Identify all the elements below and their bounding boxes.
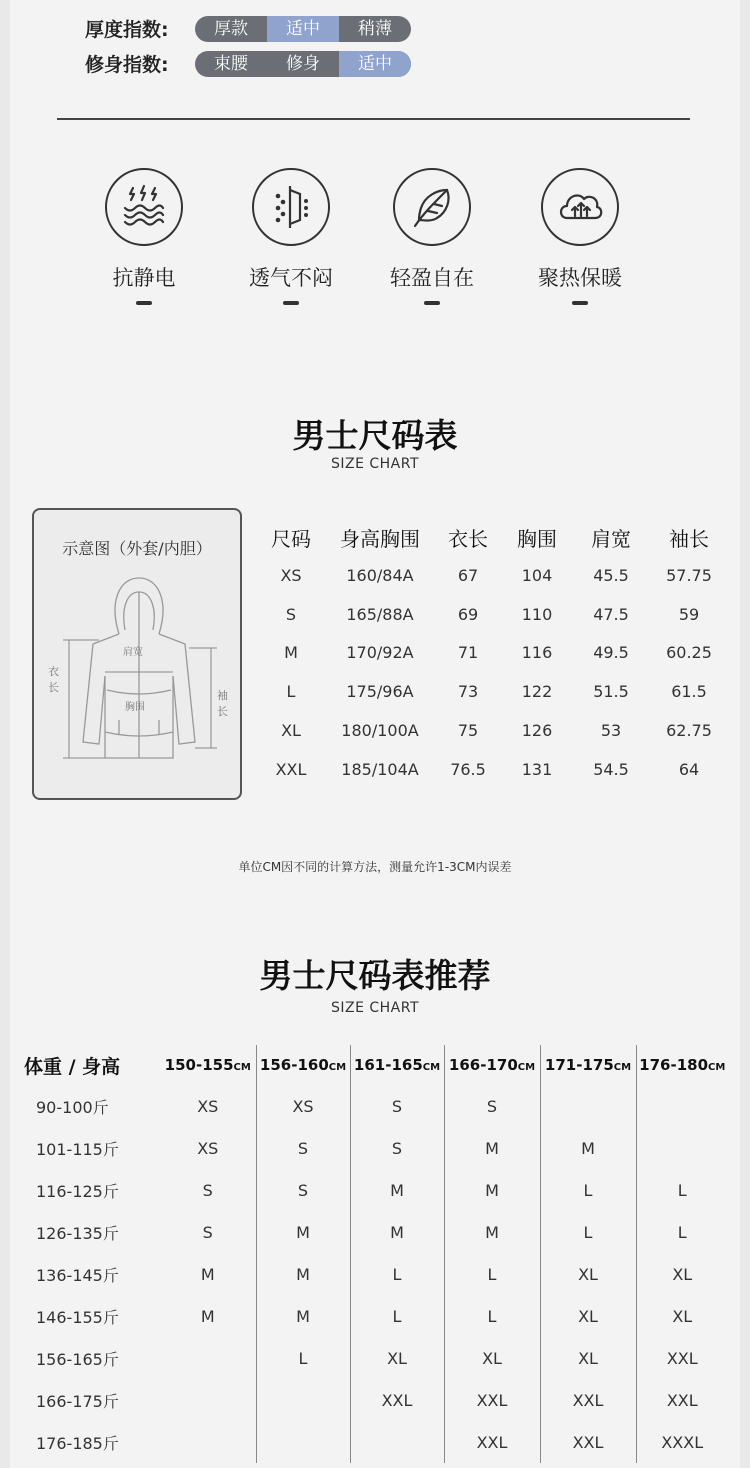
table-cell: 180/100A	[341, 721, 419, 741]
size-cell	[350, 1421, 444, 1463]
size-cell: S	[350, 1127, 444, 1169]
column-header: 袖长	[669, 526, 709, 551]
table-cell: 122	[521, 682, 553, 702]
chest-label: 胸围	[125, 702, 145, 713]
shoulder-label: 肩宽	[123, 647, 143, 658]
table-cell: 76.5	[450, 759, 486, 779]
size-cell: L	[540, 1211, 636, 1253]
feature-dash	[283, 301, 299, 305]
table-row	[258, 711, 730, 750]
size-cell: XXL	[540, 1379, 636, 1421]
table-cell: 53	[600, 721, 622, 741]
corner-header: 体重 / 身高	[24, 1055, 121, 1078]
size-cell: S	[444, 1085, 540, 1127]
height-header: 171-175CM	[540, 1045, 636, 1085]
table-cell: 57.75	[666, 565, 712, 585]
size-cell	[256, 1379, 350, 1421]
table-row	[24, 1253, 728, 1295]
size-cell: XS	[197, 1138, 219, 1158]
size-cell: L	[444, 1295, 540, 1337]
table-cell: 116	[521, 643, 553, 663]
height-header: 166-170CM	[444, 1045, 540, 1085]
size-cell: XL	[636, 1295, 728, 1337]
breathable-icon	[252, 168, 330, 246]
diagram-title: 示意图（外套/内胆）	[62, 539, 212, 558]
size-cell: L	[636, 1211, 728, 1253]
fit-option-waist: 束腰	[214, 53, 248, 74]
thickness-option-medium: 适中	[267, 16, 339, 42]
size-cell: M	[256, 1211, 350, 1253]
height-header: 156-160CM	[256, 1045, 350, 1085]
size-cell: XXL	[636, 1337, 728, 1379]
size-cell: XXL	[444, 1379, 540, 1421]
height-header: 176-180CM	[636, 1045, 728, 1085]
column-header: 尺码	[271, 526, 311, 551]
table-row	[24, 1295, 728, 1337]
feature-lightweight	[372, 168, 492, 305]
table-cell: 45.5	[593, 565, 629, 585]
table-cell: 165/88A	[346, 604, 414, 624]
table-row	[24, 1337, 728, 1379]
size-cell	[160, 1421, 256, 1463]
weight-cell: 90-100斤	[36, 1097, 109, 1117]
table-cell: 64	[678, 759, 700, 779]
table-cell: XL	[281, 721, 301, 741]
size-cell: L	[636, 1169, 728, 1211]
table-cell: 62.75	[666, 721, 712, 741]
column-header: 肩宽	[591, 526, 631, 551]
table-row	[258, 634, 730, 673]
table-cell: 185/104A	[341, 759, 419, 779]
fit-option-regular: 适中	[339, 51, 411, 77]
table-row	[258, 750, 730, 789]
table-cell: 54.5	[593, 759, 629, 779]
size-cell: M	[200, 1306, 215, 1326]
feature-warmth	[520, 168, 640, 305]
feature-breathable	[231, 168, 351, 305]
thickness-index-label: 厚度指数:	[85, 19, 169, 41]
size-cell: M	[444, 1127, 540, 1169]
size-cell: XXL	[636, 1379, 728, 1421]
table-cell: L	[286, 682, 296, 702]
size-cell: XXL	[444, 1421, 540, 1463]
table-cell: 67	[457, 565, 479, 585]
table-cell: 51.5	[593, 682, 629, 702]
size-cell: L	[444, 1253, 540, 1295]
table-cell: 170/92A	[346, 643, 414, 663]
fit-index-label: 修身指数:	[85, 54, 169, 76]
table-row	[258, 672, 730, 711]
thickness-index-scale	[195, 16, 411, 42]
table-cell: 126	[521, 721, 553, 741]
feature-dash	[424, 301, 440, 305]
weight-cell: 156-165斤	[36, 1349, 119, 1369]
table-cell: 131	[521, 759, 553, 779]
size-cell: M	[200, 1264, 215, 1284]
thickness-option-thick: 厚款	[214, 18, 248, 39]
size-cell: XXL	[350, 1379, 444, 1421]
size-cell: XL	[540, 1295, 636, 1337]
recommend-subtitle: SIZE CHART	[330, 1000, 420, 1016]
product-detail-page	[10, 0, 740, 1468]
weight-cell: 126-135斤	[36, 1223, 119, 1243]
fit-index-row	[85, 50, 411, 77]
size-cell: XXL	[540, 1421, 636, 1463]
table-row	[24, 1211, 728, 1253]
thickness-index-row	[85, 15, 411, 42]
size-cell: XL	[636, 1253, 728, 1295]
size-cell: S	[256, 1127, 350, 1169]
table-cell: 47.5	[593, 604, 629, 624]
size-cell	[160, 1379, 256, 1421]
size-cell: S	[202, 1180, 213, 1200]
table-row	[24, 1127, 728, 1169]
size-cell: L	[256, 1337, 350, 1379]
height-header: 150-155CM	[164, 1056, 251, 1074]
size-table	[258, 518, 730, 789]
recommend-title: 男士尺码表推荐	[259, 956, 491, 995]
table-row	[258, 556, 730, 595]
weight-cell: 166-175斤	[36, 1391, 119, 1411]
weight-cell: 116-125斤	[36, 1181, 119, 1201]
feature-dash	[572, 301, 588, 305]
table-cell: S	[285, 604, 297, 624]
table-cell: 69	[457, 604, 479, 624]
column-header: 身高胸围	[340, 526, 420, 551]
size-cell: L	[350, 1295, 444, 1337]
feather-icon	[393, 168, 471, 246]
measurement-note: 单位CM因不同的计算方法，测量允许1-3CM内误差	[238, 860, 512, 874]
table-row	[24, 1421, 728, 1463]
table-cell: M	[284, 643, 298, 663]
divider	[57, 118, 690, 120]
size-cell	[160, 1337, 256, 1379]
size-cell: XL	[540, 1337, 636, 1379]
table-cell: 160/84A	[346, 565, 414, 585]
column-header: 胸围	[517, 526, 557, 551]
table-cell: XS	[280, 565, 302, 585]
table-cell: 49.5	[593, 643, 629, 663]
table-cell: 73	[457, 682, 479, 702]
table-cell: 59	[678, 604, 700, 624]
feature-dash	[136, 301, 152, 305]
size-cell: XL	[444, 1337, 540, 1379]
recommend-table	[24, 1045, 728, 1463]
weight-cell: 146-155斤	[36, 1307, 119, 1327]
table-cell: 60.25	[666, 643, 712, 663]
jacket-sketch	[39, 572, 235, 788]
sleeve-label: 袖长	[217, 689, 228, 718]
size-cell: L	[540, 1169, 636, 1211]
column-header: 衣长	[448, 526, 488, 551]
size-table-body	[258, 556, 730, 789]
size-cell: S	[202, 1222, 213, 1242]
table-cell: 175/96A	[346, 682, 414, 702]
table-cell: 75	[457, 721, 479, 741]
antistatic-icon	[105, 168, 183, 246]
table-cell: 110	[521, 604, 553, 624]
size-cell: L	[350, 1253, 444, 1295]
size-cell: M	[350, 1211, 444, 1253]
size-cell: M	[444, 1169, 540, 1211]
table-row	[24, 1379, 728, 1421]
weight-cell: 136-145斤	[36, 1265, 119, 1285]
feature-label: 轻盈自在	[390, 266, 474, 290]
size-cell: XS	[256, 1085, 350, 1127]
feature-label: 抗静电	[112, 266, 176, 290]
size-cell: M	[540, 1127, 636, 1169]
size-cell: S	[350, 1085, 444, 1127]
size-cell	[636, 1127, 728, 1169]
size-cell: XL	[350, 1337, 444, 1379]
table-cell: XXL	[275, 759, 307, 779]
fit-index-scale	[195, 51, 411, 77]
size-cell: M	[256, 1253, 350, 1295]
length-label: 衣长	[48, 665, 59, 694]
size-cell: XXXL	[636, 1421, 728, 1463]
height-header: 161-165CM	[350, 1045, 444, 1085]
weight-cell: 101-115斤	[36, 1139, 119, 1159]
table-row	[24, 1085, 728, 1127]
size-cell: XS	[197, 1096, 219, 1116]
jacket-diagram	[32, 508, 242, 800]
size-cell	[636, 1085, 728, 1127]
size-cell: S	[256, 1169, 350, 1211]
table-cell: 104	[521, 565, 553, 585]
size-cell: M	[256, 1295, 350, 1337]
table-row	[258, 595, 730, 634]
size-cell: M	[444, 1211, 540, 1253]
table-row	[24, 1169, 728, 1211]
size-chart-subtitle: SIZE CHART	[330, 456, 420, 472]
cloud-heat-icon	[541, 168, 619, 246]
recommend-table-header	[24, 1045, 728, 1085]
feature-label: 透气不闷	[249, 266, 333, 290]
size-cell	[540, 1085, 636, 1127]
table-cell: 71	[457, 643, 479, 663]
feature-label: 聚热保暖	[538, 266, 622, 290]
fit-option-slim: 修身	[286, 53, 320, 74]
size-cell: M	[350, 1169, 444, 1211]
weight-cell: 176-185斤	[36, 1433, 119, 1453]
size-cell	[256, 1421, 350, 1463]
recommend-table-body	[24, 1085, 728, 1463]
size-chart-title: 男士尺码表	[292, 416, 458, 455]
thickness-option-thin: 稍薄	[358, 18, 392, 39]
feature-antistatic	[84, 168, 204, 305]
size-cell: XL	[540, 1253, 636, 1295]
table-cell: 61.5	[671, 682, 707, 702]
size-table-header	[258, 518, 730, 556]
